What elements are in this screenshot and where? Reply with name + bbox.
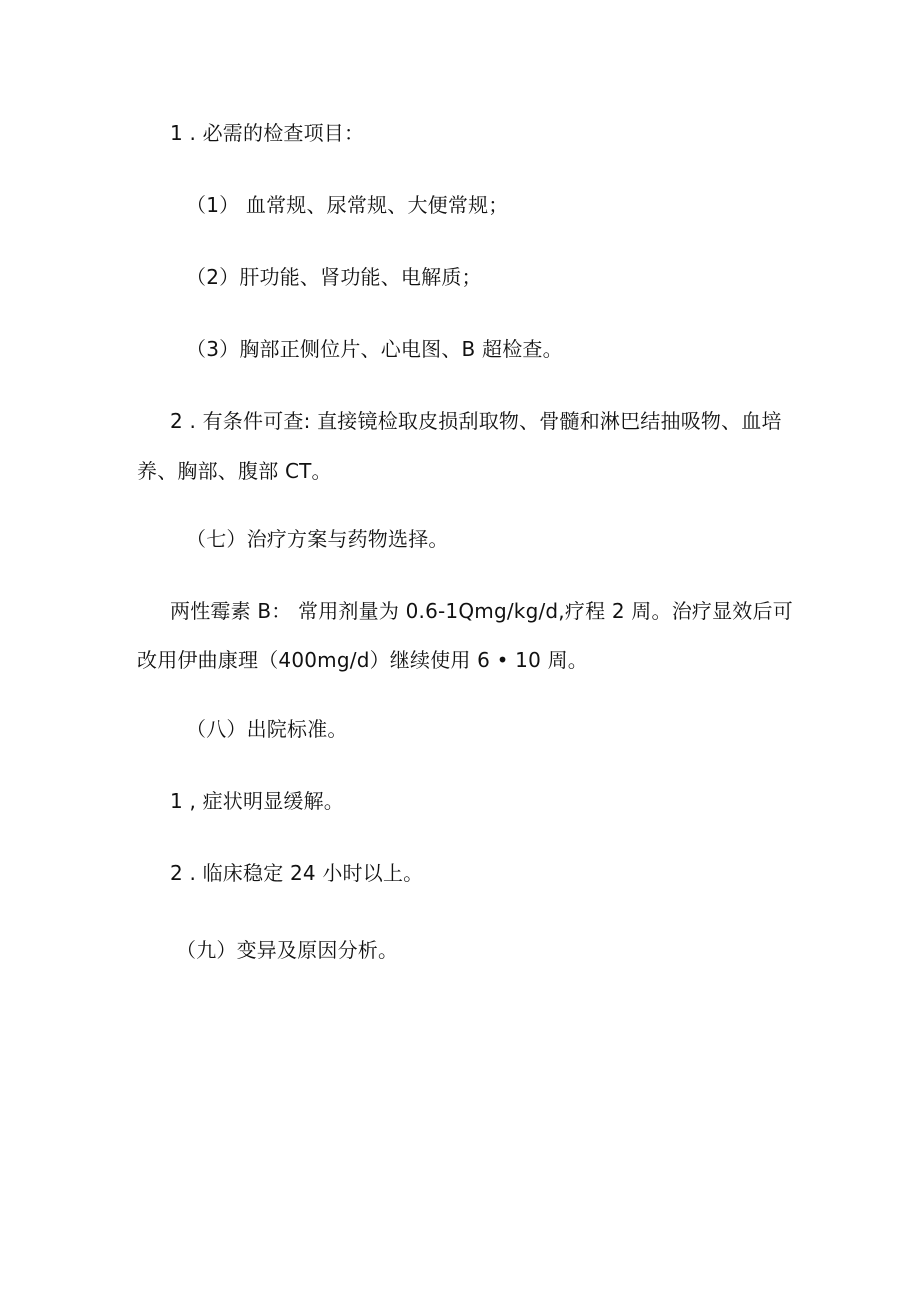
section-heading: （七）治疗方案与药物选择。 bbox=[186, 527, 449, 551]
text-line: 2 . 有条件可查: 直接镜检取皮损刮取物、骨髓和淋巴结抽吸物、血培 bbox=[170, 409, 782, 433]
text-line: 改用伊曲康理（400mg/d）继续使用 6 • 10 周。 bbox=[137, 648, 588, 672]
text-line: （3）胸部正侧位片、心电图、B 超检查。 bbox=[186, 337, 563, 361]
text-line: 两性霉素 B： 常用剂量为 0.6-1Qmg/kg/d,疗程 2 周。治疗显效后可 bbox=[170, 599, 793, 623]
section-heading: （九）变异及原因分析。 bbox=[176, 938, 399, 962]
text-line: 养、胸部、腹部 CT。 bbox=[137, 459, 332, 483]
text-line: （2）肝功能、肾功能、电解质； bbox=[186, 265, 482, 289]
text-line: 2 . 临床稳定 24 小时以上。 bbox=[170, 861, 424, 885]
text-line: 1 . 必需的检查项目： bbox=[170, 121, 365, 145]
section-heading: （八）出院标准。 bbox=[186, 717, 348, 741]
text-line: 1 , 症状明显缓解。 bbox=[170, 789, 344, 813]
text-line: （1） 血常规、尿常规、大便常规； bbox=[186, 193, 509, 217]
